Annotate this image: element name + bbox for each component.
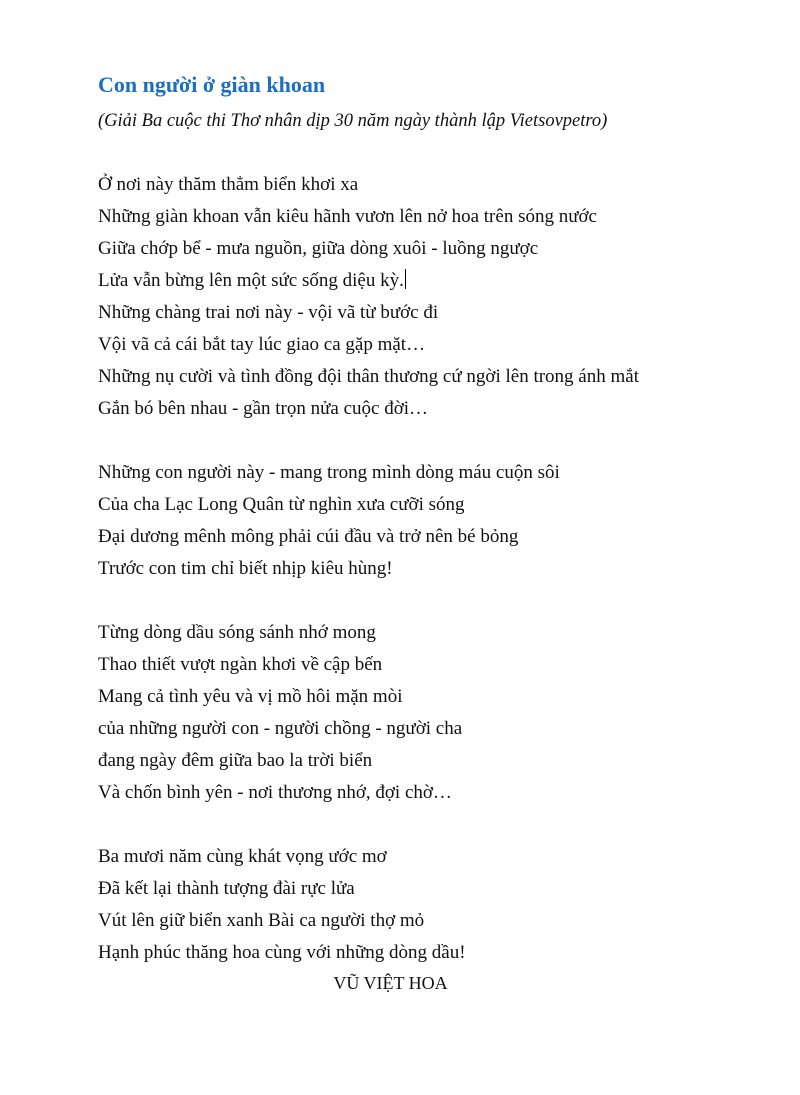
text-cursor — [405, 269, 406, 289]
stanza-4 — [98, 841, 778, 969]
poem-line: Đại dương mênh mông phải cúi đầu và trở nên bé bỏng — [98, 526, 519, 547]
poem-line: Giữa chớp bể - mưa nguồn, giữa dòng xuôi - luồng ngược — [98, 238, 539, 259]
poem-line: Hạnh phúc thăng hoa cùng với những dòng dầu! — [98, 942, 466, 963]
poem-line-text: Lửa vẫn bừng lên một sức sống diệu kỳ. — [98, 270, 404, 291]
poem-title: Con người ở giàn khoan — [98, 72, 326, 97]
poem-line: Vội vã cả cái bắt tay lúc giao ca gặp mặt… — [98, 334, 426, 355]
poem-subtitle: (Giải Ba cuộc thi Thơ nhân dịp 30 năm ngày thành lập Vietsovpetro) — [98, 111, 608, 131]
poem-line: Từng dòng dầu sóng sánh nhớ mong — [98, 622, 376, 643]
poem-line: Của cha Lạc Long Quân từ nghìn xưa cưỡi sóng — [98, 494, 465, 515]
poem-line — [98, 265, 778, 297]
poem-line: Ba mươi năm cùng khát vọng ước mơ — [98, 846, 387, 867]
poem-line: Vút lên giữ biển xanh Bài ca người thợ mỏ — [98, 910, 425, 931]
poem-line: Những nụ cười và tình đồng đội thân thương cứ ngời lên trong ánh mắt — [98, 366, 639, 387]
stanza-1 — [98, 169, 778, 425]
stanza-3 — [98, 617, 778, 809]
poem-line: của những người con - người chồng - người cha — [98, 718, 463, 739]
poem-line: Những chàng trai nơi này - vội vã từ bước đi — [98, 302, 439, 323]
poem-line: Thao thiết vượt ngàn khơi về cập bến — [98, 654, 383, 675]
poem-line: Đã kết lại thành tượng đài rực lửa — [98, 878, 355, 899]
poem-line: Và chốn bình yên - nơi thương nhớ, đợi chờ… — [98, 782, 452, 803]
document-page — [98, 70, 778, 999]
poem-author: VŨ VIỆT HOA — [333, 973, 448, 993]
poem-line: Ở nơi này thăm thẳm biển khơi xa — [98, 174, 359, 195]
poem-line: Mang cả tình yêu và vị mồ hôi mặn mòi — [98, 686, 403, 707]
poem-line: Những giàn khoan vẫn kiêu hãnh vươn lên nở hoa trên sóng nước — [98, 206, 597, 227]
poem-line: Gắn bó bên nhau - gần trọn nửa cuộc đời… — [98, 398, 429, 419]
stanza-2 — [98, 457, 778, 585]
poem-line: đang ngày đêm giữa bao la trời biển — [98, 750, 373, 771]
poem-line: Trước con tim chỉ biết nhịp kiêu hùng! — [98, 558, 393, 579]
poem-line: Những con người này - mang trong mình dòng máu cuộn sôi — [98, 462, 560, 483]
